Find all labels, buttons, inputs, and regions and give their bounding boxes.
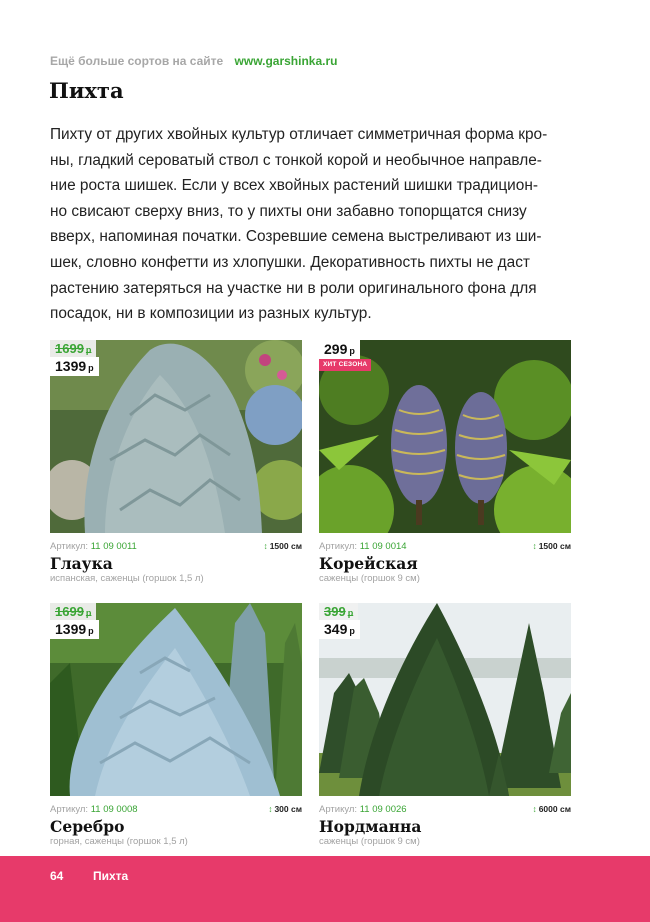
product-name: Нордманна (319, 817, 422, 836)
intro-line: Пихту от других хвойных культур отличает симметричная форма кро- (50, 126, 548, 143)
current-price: 299 р (319, 340, 360, 359)
sku-label: Артикул: (50, 541, 89, 552)
sku-label: Артикул: (50, 804, 89, 815)
intro-line: ние роста шишек. Если у всех хвойных растений шишки традицион- (50, 177, 538, 195)
product-description: горная, саженцы (горшок 1,5 л) (50, 836, 188, 847)
current-price: 349 р (319, 620, 360, 639)
sku-number: 11 09 0026 (359, 804, 407, 815)
more-varieties-text: Ещё больше сортов на сайте (50, 54, 224, 68)
current-price: 1399 р (50, 357, 99, 376)
old-price: 399 р (319, 603, 358, 620)
plant-height: ↕ 1500 см (532, 541, 571, 551)
height-arrow-icon: ↕ (532, 541, 537, 551)
sku-label: Артикул: (319, 541, 358, 552)
sku-label: Артикул: (319, 804, 358, 815)
product-description: испанская, саженцы (горшок 1,5 л) (50, 573, 204, 584)
sku-number: 11 09 0008 (90, 804, 138, 815)
intro-line: но свисают сверху вниз, то у пихты они забавно топорщатся снизу (50, 202, 527, 220)
sku-number: 11 09 0011 (90, 541, 137, 552)
product-meta (319, 541, 571, 553)
height-arrow-icon: ↕ (263, 541, 268, 551)
intro-paragraph (50, 122, 572, 327)
product-name: Корейская (319, 554, 418, 573)
height-arrow-icon: ↕ (532, 804, 537, 814)
old-price: 1699 р (50, 603, 96, 620)
hit-badge: ХИТ СЕЗОНА (319, 359, 371, 371)
product-meta (50, 804, 302, 816)
intro-line: растению затеряться на участке ни в роли оригинального фона для (50, 279, 537, 297)
current-price: 1399 р (50, 620, 99, 639)
page-title: Пихта (49, 78, 124, 103)
page-number: 64 (50, 869, 64, 883)
intro-line: посадок, ни в композиции из разных культур. (50, 305, 372, 323)
section-title: Пихта (93, 869, 129, 883)
product-description: саженцы (горшок 9 см) (319, 573, 420, 584)
intro-line: ны, гладкий сероватый ствол с тонкой корой и необычное направле- (50, 151, 542, 169)
height-arrow-icon: ↕ (268, 804, 273, 814)
intro-line: вверх, напоминая початки. Созревшие семена выстреливают из ши- (50, 228, 542, 246)
page-footer (0, 856, 650, 922)
product-description: саженцы (горшок 9 см) (319, 836, 420, 847)
site-link[interactable]: www.garshinka.ru (234, 54, 338, 68)
product-meta (50, 541, 302, 553)
site-promo-line (50, 54, 337, 68)
plant-height: ↕ 6000 см (532, 804, 571, 814)
intro-line: шек, словно конфетти из хлопушки. Декоративность пихты не даст (50, 253, 530, 271)
old-price: 1699 р (50, 340, 96, 357)
product-meta (319, 804, 571, 816)
plant-height: ↕ 300 см (268, 804, 302, 814)
product-name: Серебро (50, 817, 125, 836)
sku-number: 11 09 0014 (359, 541, 407, 552)
product-name: Глаука (50, 554, 113, 573)
plant-height: ↕ 1500 см (263, 541, 302, 551)
